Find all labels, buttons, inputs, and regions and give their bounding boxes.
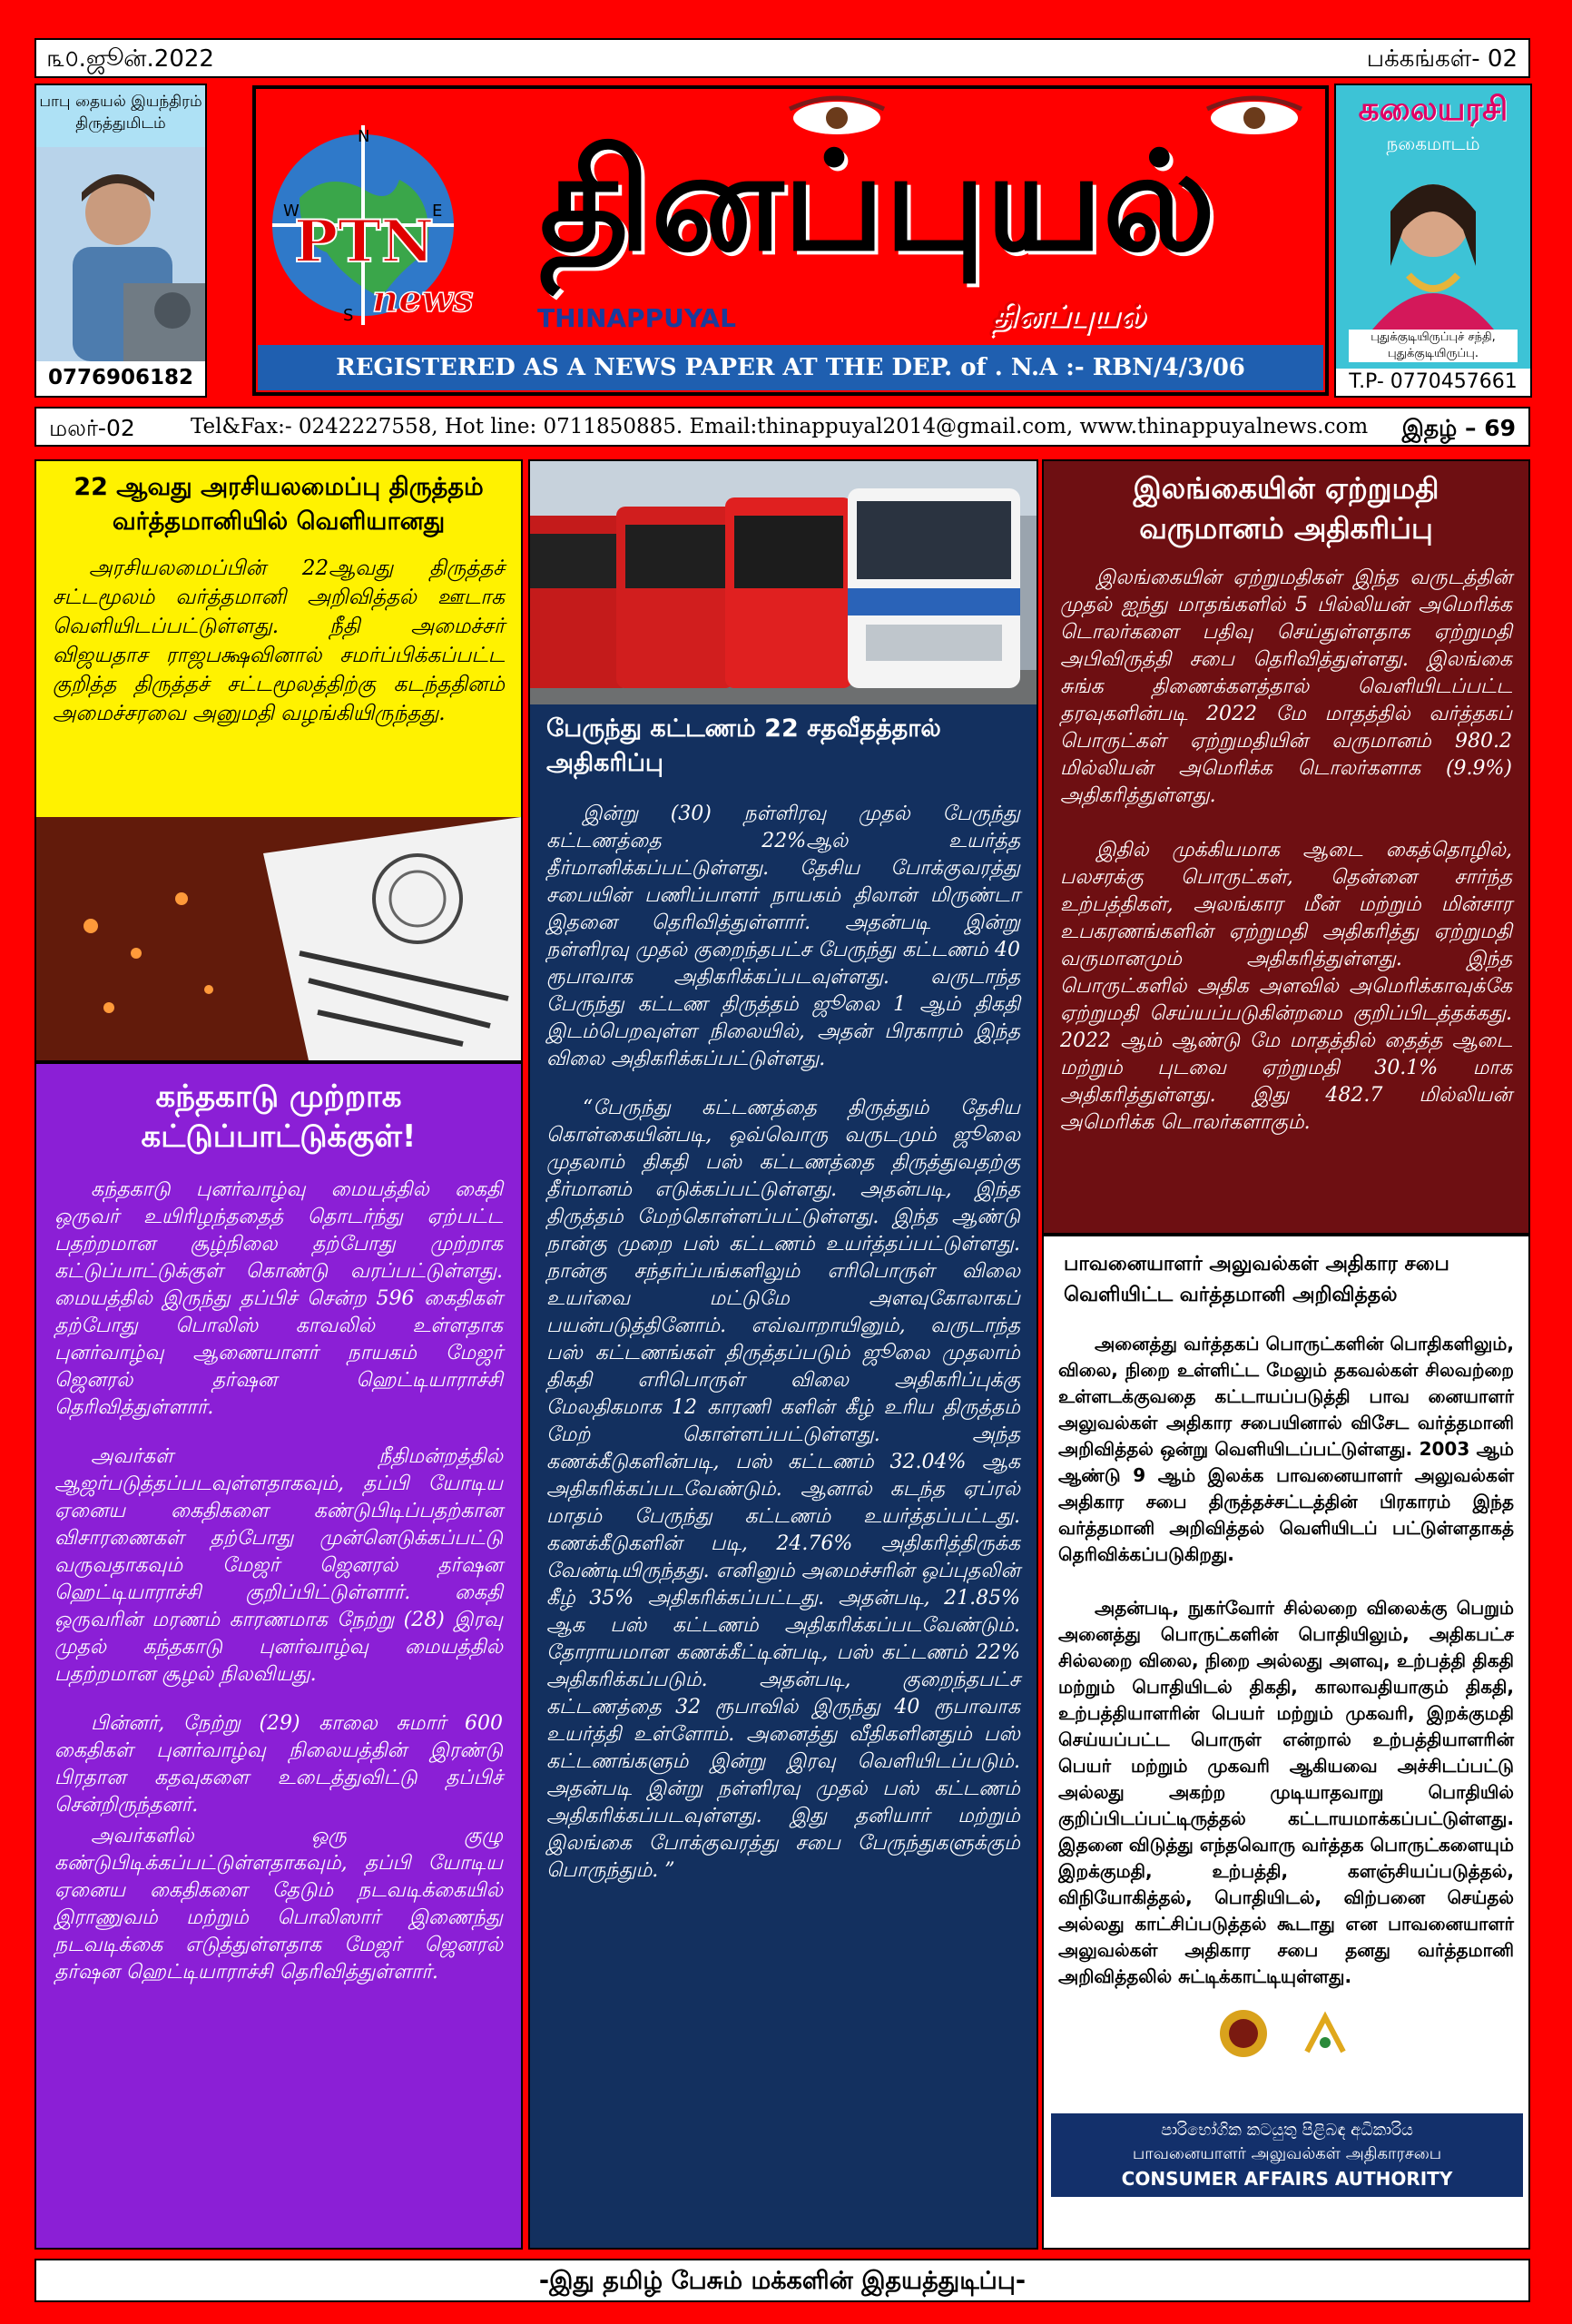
bus-fare-paragraph-2: “பேருந்து கட்டணத்தை திருத்தும் தேசிய கொள்கையின்படி, ஒவ்வொரு வருடமும் ஜூலை முதலாம் திகதி பஸ் கட்டணத்தை திருத்துவதற்கு தீர்மானம் எடுக்கப்பட்டுள்ளது. அதன்படி, இந்த திருத்தம் மேற்கொள்ளப்பட்டுள்ளது. இந்த ஆண்டு நான்கு முறை பஸ் கட்டணம் உயர்த்தப்பட்டுள்ளது. நான்கு சந்தர்ப்பங்களிலும் எரிபொருள் விலை உயர்வை மட்டுமே அளவுகோலாகப் பயன்படுத்தினோம். எவ்வாறாயினும், வருடாந்த பஸ் கட்டணங்கள் திருத்தப்படும் ஜூலை முதலாம் திகதி எரிபொருள் விலை அதிகரிப்புக்கு மேலதிகமாக 12 காரணி களின் கீழ் உரிய திருத்தம் மேற் கொள்ளப்பட்டுள்ளது. அந்த கணக்கீடுகளின்படி, பஸ் கட்டணம் 32.04% ஆக அதிகரிக்கப்படவேண்டும். ஆனால் கடந்த ஏப்ரல் மாதம் பேருந்து கட்டணம் உயர்த்தப்பட்டது. கணக்கீடுகளின் படி, 24.76% அதிகரித்திருக்க வேண்டியிருந்தது. எனினும் அமைச்சரின் ஒப்புதலின் கீழ் 35% அதிகரிக்கப்பட்டது. அதன்படி, 21.85% ஆக பஸ் கட்டணம் அதிகரிக்கப்படவேண்டும். தோராயமான கணக்கீட்டின்படி, பஸ் கட்டணம் 22% அதிகரிக்கப்படும். அதன்படி, குறைந்தபட்ச கட்டணத்தை 32 ரூபாவில் இருந்து 40 ரூபாவாக உயர்த்தி உள்ளோம். அனைத்து வீதிகளினதும் பஸ் கட்டணங்களும் இன்று இரவு வெளியிடப்படும். அதன்படி இன்று நள்ளிரவு முதல் பஸ் கட்டணம் அதிகரிக்கப்படவுள்ளது. இது தனியார் மற்றும் இலங்கை போக்குவரத்து சபை பேருந்துகளுக்கும் பொருந்தும். ” <box>546 1097 1020 1882</box>
issue-volume: மலர்-02 <box>49 415 135 441</box>
masthead <box>252 85 1329 396</box>
issue-date: ௩௦.ஜூன்.2022 <box>47 45 214 73</box>
jewellery-model-photo-icon <box>1336 157 1530 330</box>
page-count: பக்கங்கள்- 02 <box>1366 45 1518 73</box>
kandakadu-paragraph-2: அவர்கள் நீதிமன்றத்தில் ஆஜர்படுத்தப்படவுள்ளதாகவும், தப்பி யோடிய ஏனைய கைதிகளை கண்டுபிடிப்பதற்கான விசாரணைகள் தற்போது முன்னெடுக்கப்பட்டு வருவதாகவும் மேஜர் ஜெனரல் தர்ஷன ஹெட்டியாராச்சி குறிப்பிட்டுள்ளார். கைதி ஒருவரின் மரணம் காரணமாக நேற்று (28) இரவு முதல் கந்தகாடு புனர்வாழ்வு மையத்தில் பதற்றமான சூழல் நிலவியது. <box>54 1445 503 1686</box>
bus-fare-body <box>530 781 1037 1885</box>
bus-fare-paragraph-1: இன்று (30) நள்ளிரவு முதல் பேருந்து கட்டணத்தை 22%ஆல் உயர்த்த தீர்மானிக்கப்பட்டுள்ளது. தேசிய போக்குவரத்து சபையின் பணிப்பாளர் நாயகம் திலான் மிருண்டா இதனை தெரிவித்துள்ளார். அதன்படி இன்று நள்ளிரவு முதல் குறைந்தபட்ச பேருந்து கட்டணம் 40 ரூபாவாக அதிகரிக்கப்படவுள்ளது. வருடாந்த பேருந்து கட்டண திருத்தம் ஜூலை 1 ஆம் திகதி இடம்பெறவுள்ள நிலையில், அதன் பிரகாரம் இந்த விலை அதிகரிக்கப்பட்டுள்ளது. <box>546 803 1020 1070</box>
consumer-affairs-logo-banner <box>1051 2113 1523 2197</box>
consumer-affairs-article <box>1042 1235 1530 2250</box>
left-ad-subtitle: திருத்துமிடம் <box>75 114 166 133</box>
kandakadu-article <box>34 1062 523 2250</box>
right-ad-title: கலையரசி <box>1358 91 1508 128</box>
buses-photo-icon <box>530 461 1037 704</box>
authority-emblem-icon <box>1216 2006 1361 2061</box>
kandakadu-body <box>54 1177 503 1986</box>
consumer-affairs-paragraph-1: அனைத்து வர்த்தகப் பொருட்களின் பொதிகளிலும், விலை, நிறை உள்ளிட்ட மேலும் தகவல்கள் சிலவற்றை உள்ளடக்குவதை கட்டாயப்படுத்தி பாவ னையாளர் அலுவல்கள் அதிகார சபையினால் விசேட வர்த்தமானி அறிவித்தல் ஒன்று வெளியிடப்பட்டுள்ளது. 2003 ஆம் ஆண்டு 9 ஆம் இலக்க பாவனையாளர் அலுவல்கள் அதிகார சபை திருத்தச்சட்டத்தின் பிரகாரம் இந்த வர்த்தமானி அறிவித்தல் வெளியிடப் பட்டுள்ளதாகத் தெரிவிக்கப்படுகிறது. <box>1058 1333 1514 1565</box>
parliament-gazette-photo-icon <box>36 817 521 1060</box>
logo-ptn: PTN <box>294 208 435 276</box>
compass-e: E <box>432 202 443 221</box>
consumer-affairs-headline: பாவனையாளர் அலுவல்கள் அதிகார சபை வெளியிட்ட வர்த்தமானி அறிவித்தல் <box>1064 1253 1449 1306</box>
bus-fare-article <box>528 459 1038 2250</box>
logo-sinhala-text: පාරිභෝගික කටයුතු පිළිබඳ අධිකාරිය <box>1161 2121 1413 2140</box>
masthead-tamil-small: தினப்புயல் <box>991 298 1145 334</box>
kandakadu-paragraph-4: அவர்களில் ஒரு குழு கண்டுபிடிக்கப்பட்டுள்ளதாகவும், தப்பி யோடிய ஏனைய கைதிகளை தேடும் நடவடிக்கையில் இராணுவம் மற்றும் பொலிஸார் இணைந்து நடவடிக்கை எடுத்துள்ளதாக மேஜர் ஜெனரல் தர்ஷன ஹெட்டியாராச்சி தெரிவித்துள்ளார். <box>54 1825 503 1984</box>
logo-tamil-text: பாவனையாளர் அலுவல்கள் அதிகாரசபை <box>1132 2144 1442 2163</box>
exports-paragraph-2: இதில் முக்கியமாக ஆடை கைத்தொழில், பலசரக்கு பொருட்கள், தென்னை சார்ந்த உற்பத்திகள், அலங்கார மீன் மற்றும் மின்சார உபகரணங்களின் ஏற்றுமதி அதிகரித்து ஏற்றுமதி வருமானமும் அதிகரித்துள்ளது. இந்த பொருட்களில் அதிக அளவில் அமெரிக்காவுக்கே ஏற்றுமதி செய்யப்படுகின்றமை குறிப்பிடத்தக்கது. 2022 ஆம் ஆண்டு மே மாதத்தில் தைத்த ஆடை மற்றும் புடவை ஏற்றுமதி 30.1% மாக அதிகரித்துள்ளது. இது 482.7 மில்லியன் அமெரிக்க டொலர்களாகும். <box>1060 839 1512 1134</box>
consumer-affairs-body <box>1058 1331 1514 1990</box>
tailor-photo-icon <box>36 147 205 361</box>
compass-w: W <box>283 202 300 221</box>
exports-headline: இலங்கையின் ஏற்றுமதி வருமானம் அதிகரிப்பு <box>1133 471 1439 546</box>
right-ad-subtitle: நகைமாடம் <box>1386 133 1480 154</box>
left-ad-title: பாபு தையல் இயந்திரம் <box>39 93 202 111</box>
amendment-paragraph: அரசியலமைப்பின் 22ஆவது திருத்தச் சட்டமூலம் வர்த்தமானி அறிவித்தல் ஊடாக வெளியிடப்பட்டுள்ளது. நீதி அமைச்சர் விஜயதாச ராஜபக்ஷவினால் சமர்ப்பிக்கப்பட்ட குறித்த திருத்தச் சட்டமூலத்திற்கு கடந்ததினம் அமைச்சரவை அனுமதி வழங்கியிருந்தது. <box>53 556 505 725</box>
exports-body <box>1060 565 1512 1137</box>
contact-details: Tel&Fax:- 0242227558, Hot line: 0711850885. Email:thinappuyal2014@gmail.com, www.thinappuyalnews.com <box>191 415 1369 438</box>
footer-tagline: -இது தமிழ் பேசும் மக்களின் இதயத்துடிப்பு- <box>538 2267 1027 2295</box>
exports-paragraph-1: இலங்கையின் ஏற்றுமதிகள் இந்த வருடத்தின் முதல் ஐந்து மாதங்களில் 5 பில்லியன் அமெரிக்க டொலர்களை பதிவு செய்துள்ளதாக ஏற்றுமதி அபிவிருத்தி சபை தெரிவித்துள்ளது. இலங்கை சுங்க திணைக்களத்தால் வெளியிடப்பட்ட தரவுகளின்படி 2022 மே மாதத்தில் வர்த்தகப் பொருட்கள் ஏற்றுமதியின் வருமானம் 980.2 மில்லியன் அமெரிக்க டொலர்களாக (9.9%) அதிகரித்துள்ளது. <box>1060 566 1512 807</box>
kandakadu-paragraph-1: கந்தகாடு புனர்வாழ்வு மையத்தில் கைதி ஒருவர் உயிரிழந்ததைத் தொடர்ந்து ஏற்பட்ட பதற்றமான சூழ்நிலை தற்போது முற்றாக கட்டுப்பாட்டுக்குள் கொண்டு வரப்பட்டுள்ளது. மையத்தில் இருந்து தப்பிச் சென்ற 596 கைதிகள் தற்போது பொலிஸ் காவலில் உள்ளதாக புனர்வாழ்வு ஆணையாளர் நாயகம் மேஜர் ஜெனரல் தர்ஷன ஹெட்டியாராச்சி தெரிவித்துள்ளார். <box>54 1178 503 1419</box>
bus-fare-headline: பேருந்து கட்டணம் 22 சதவீதத்தால் அதிகரிப்பு <box>546 714 941 777</box>
right-ad-phone: T.P- 0770457661 <box>1336 369 1530 396</box>
left-ad-phone: 0776906182 <box>47 366 194 389</box>
compass-s: S <box>343 306 354 325</box>
kandakadu-paragraph-3: பின்னர், நேற்று (29) காலை சுமார் 600 கைதிகள் புனர்வாழ்வு நிலையத்தின் இரண்டு பிரதான கதவுகளை உடைத்துவிட்டு தப்பிச் சென்றிருந்தனர். <box>54 1712 503 1817</box>
logo-news: news <box>372 278 474 320</box>
amendment-headline: 22 ஆவது அரசியலமைப்பு திருத்தம் வர்த்தமானியில் வெளியானது <box>74 473 484 536</box>
compass-n: N <box>358 127 370 146</box>
left-advertisement <box>34 84 207 398</box>
amendment-body <box>53 554 505 728</box>
right-ad-address: புதுக்குடியிருப்புச் சந்தி, புதுக்குடியிருப்பு. <box>1349 330 1518 362</box>
contact-info-bar <box>34 407 1530 447</box>
masthead-tamil-title: தினப்புயல் <box>539 123 1216 281</box>
kandakadu-headline: கந்தகாடு முற்றாக கட்டுப்பாட்டுக்குள்! <box>141 1078 417 1155</box>
right-advertisement <box>1334 84 1532 398</box>
masthead-english-name: THINAPPUYAL <box>537 303 736 333</box>
footer-tagline-bar <box>34 2259 1530 2302</box>
amendment-article <box>34 459 523 1062</box>
issue-number: இதழ் – 69 <box>1401 415 1516 441</box>
registration-bar: REGISTERED AS A NEWS PAPER AT THE DEP. of . N.A :- RBN/4/3/06 <box>258 345 1323 390</box>
logo-english-text: CONSUMER AFFAIRS AUTHORITY <box>1121 2168 1453 2190</box>
exports-article <box>1042 459 1530 1235</box>
consumer-affairs-paragraph-2: அதன்படி, நுகர்வோர் சில்லறை விலைக்கு பெறும் அனைத்து பொருட்களின் பொதியிலும், அதிகபட்ச சில்லறை விலை, நிறை அல்லது அளவு, உற்பத்தி திகதி மற்றும் பொதியிடல் திகதி, காலாவதியாகும் திகதி, உற்பத்தியாளரின் பெயர் மற்றும் முகவரி, இறக்குமதி செய்யப்பட்ட பொருள் என்றால் உற்பத்தியாளரின் பெயர் மற்றும் முகவரி ஆகியவை அச்சிடப்பட்டு அல்லது அகற்ற முடியாதவாறு பொதியில் குறிப்பிடப்பட்டிருத்தல் கட்டாயமாக்கப்பட்டுள்ளது. இதனை விடுத்து எந்தவொரு வர்த்தக பொருட்களையும் இறக்குமதி, உற்பத்தி, களஞ்சியப்படுத்தல், விநியோகித்தல், பொதியிடல், விற்பனை செய்தல் அல்லது காட்சிப்படுத்தல் கூடாது என பாவனையாளர் அலுவல்கள் அதிகார சபை தனது வர்த்தமானி அறிவித்தலில் சுட்டிக்காட்டியுள்ளது. <box>1058 1597 1514 1987</box>
top-date-bar <box>34 38 1530 78</box>
